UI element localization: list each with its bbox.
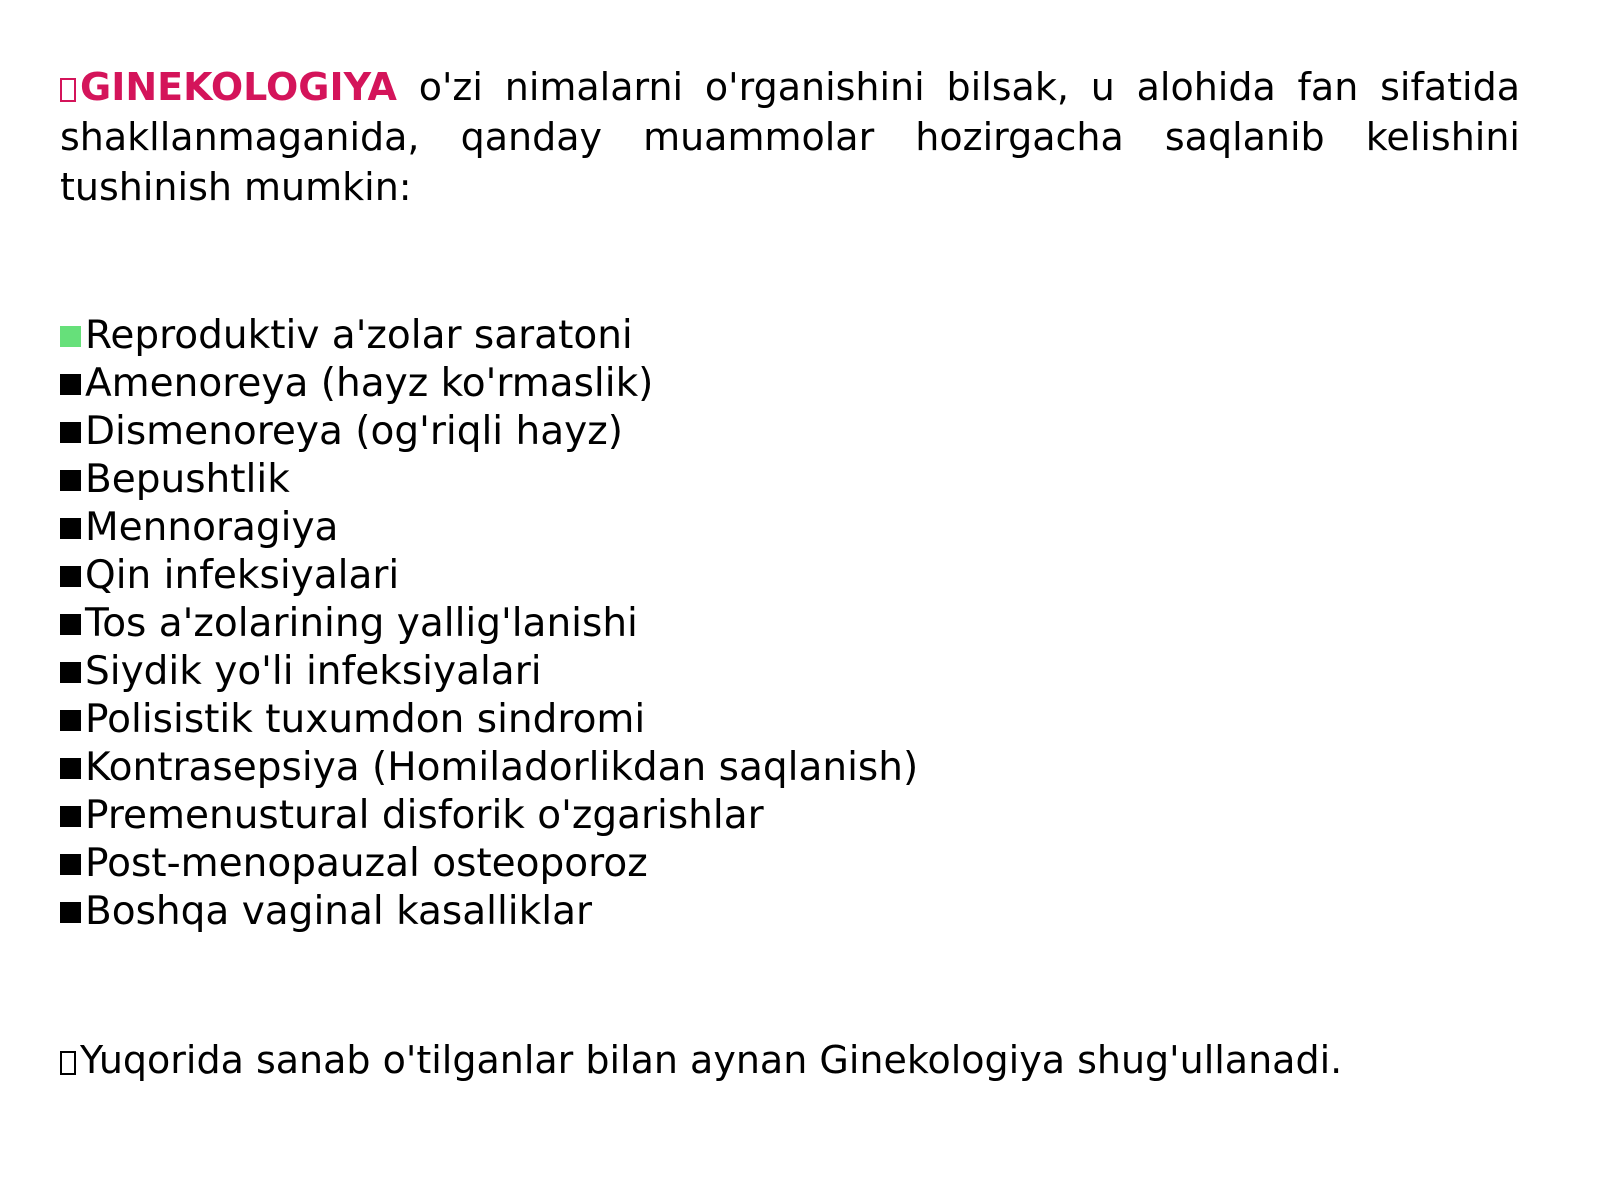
list-item-label: Siydik yo'li infeksiyalari (85, 649, 542, 694)
list-item (60, 360, 918, 408)
square-bullet-icon (60, 710, 81, 731)
square-bullet-icon (60, 662, 81, 683)
square-bullet-icon (60, 374, 81, 395)
list-item-label: Post-menopauzal osteoporoz (85, 841, 648, 886)
intro-paragraph (60, 62, 1520, 212)
list-item (60, 744, 918, 792)
list-item (60, 312, 918, 360)
square-bullet-icon (60, 758, 81, 779)
list-item-label: Tos a'zolarining yallig'lanishi (85, 601, 638, 646)
list-item (60, 648, 918, 696)
conclusion-text: Yuqorida sanab o'tilganlar bilan aynan Ginekologiya shug'ullanadi. (80, 1038, 1343, 1082)
square-bullet-icon (60, 470, 81, 491)
list-item-label: Reproduktiv a'zolar saratoni (85, 313, 633, 358)
list-item-label: Boshqa vaginal kasalliklar (85, 889, 592, 934)
list-item (60, 840, 918, 888)
list-item (60, 792, 918, 840)
square-bullet-icon (60, 902, 81, 923)
list-item-label: Mennoragiya (85, 505, 339, 550)
list-item-label: Qin infeksiyalari (85, 553, 400, 598)
list-item-label: Dismenoreya (og'riqli hayz) (85, 409, 623, 454)
condition-list (60, 312, 918, 936)
list-item-label: Amenoreya (hayz ko'rmaslik) (85, 361, 654, 406)
list-item (60, 696, 918, 744)
intro-keyword: GINEKOLOGIYA (80, 65, 397, 109)
missing-glyph-icon (60, 1051, 76, 1075)
list-item-label: Bepushtlik (85, 457, 290, 502)
list-item (60, 456, 918, 504)
list-item-label: Kontrasepsiya (Homiladorlikdan saqlanish) (85, 745, 919, 790)
list-item (60, 408, 918, 456)
square-bullet-icon (60, 614, 81, 635)
list-item-label: Premenustural disforik o'zgarishlar (85, 793, 764, 838)
list-item (60, 600, 918, 648)
list-item (60, 504, 918, 552)
square-bullet-icon (60, 806, 81, 827)
list-item-label: Polisistik tuxumdon sindromi (85, 697, 646, 742)
intro-text: o'zi nimalarni o'rganishini bilsak, u alohida fan sifatida shakllanmaganida, qanday muammolar hozirgacha saqlanib kelishini tushinish mumkin: (60, 65, 1520, 209)
list-item (60, 888, 918, 936)
square-bullet-icon (60, 422, 81, 443)
square-bullet-icon (60, 854, 81, 875)
missing-glyph-icon (60, 78, 76, 102)
slide-content (60, 62, 1520, 1082)
square-bullet-icon (60, 326, 81, 347)
square-bullet-icon (60, 566, 81, 587)
square-bullet-icon (60, 518, 81, 539)
conclusion-paragraph (60, 1035, 1342, 1085)
list-item (60, 552, 918, 600)
